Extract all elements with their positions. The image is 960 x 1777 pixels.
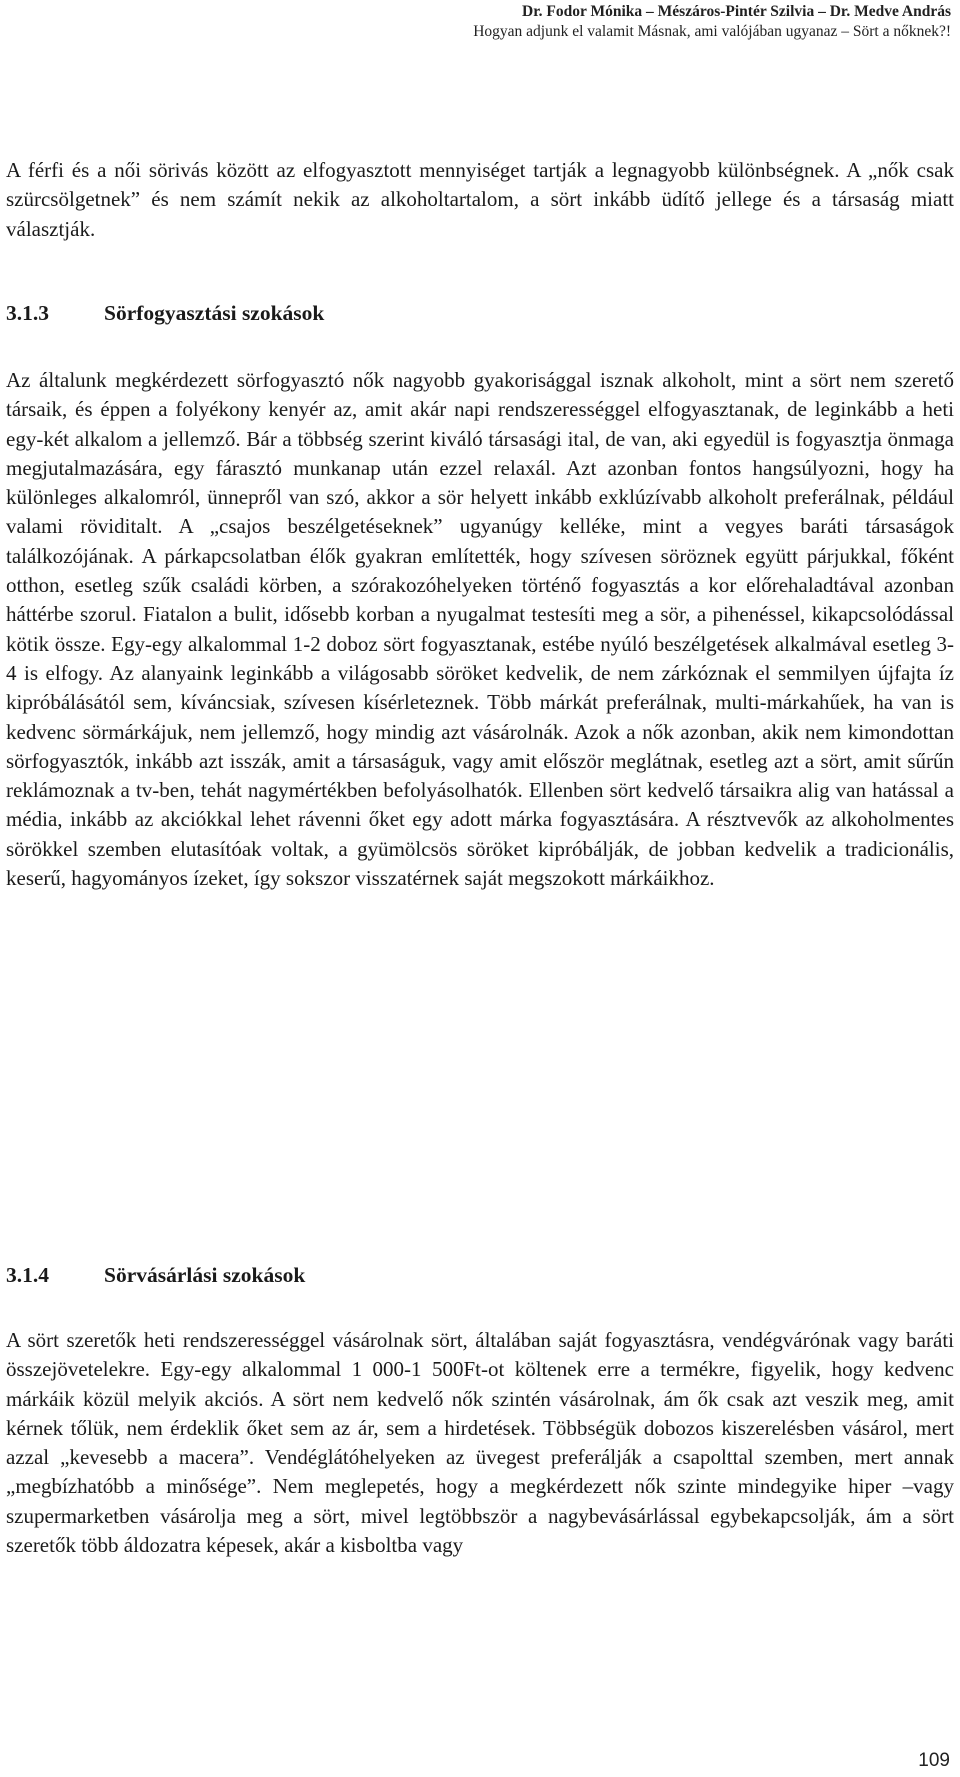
intro-paragraph: A férfi és a női sörivás között az elfogyasztott mennyiséget tartják a legnagyobb különbségnek. A „nők csak szürcsölgetnek” és nem számít nekik az alkoholtartalom, a sört inkább üdítő jellege és a társaság miatt választják. (6, 158, 954, 241)
page-number: 109 (918, 1750, 950, 1771)
running-header (11, 2, 951, 42)
section-3-1-3-paragraph: Az általunk megkérdezett sörfogyasztó nők nagyobb gyakorisággal isznak alkoholt, mint a sört nem szerető társaik, és éppen a folyékony kenyér az, amit akár napi rendszerességgel elfogyasztanak, de leginkább a heti egy-két alkalom a jellemző. Bár a többség szerint kiváló társasági ital, de van, aki egyedül is fogyasztja önmaga megjutalmazására, egy fárasztó munkanap után ezzel relaxál. Azt azonban fontos hangsúlyozni, hogy ha különleges alkalomról, ünnepről van szó, akkor a sör helyett inkább exklúzívabb alkoholt preferálnak, például valami röviditalt. A „csajos beszélgetéseknek” ugyanúgy kelléke, mint a vegyes baráti társaságok találkozójának. A párkapcsolatban élők gyakran említették, hogy szívesen söröznek együtt párjukkal, főként otthon, esetleg szűk családi körben, a szórakozóhelyeken történő fogyasztás a kor előrehaladtával azonban háttérbe szorul. Fiatalon a bulit, idősebb korban a nyugalmat testesíti meg a sör, a pihenéssel, kikapcsolódással kötik össze. Egy-egy alkalommal 1-2 doboz sört fogyasztanak, estébe nyúló beszélgetések alkalmával esetleg 3-4 is elfogy. Az alanyaink leginkább a világosabb söröket kedvelik, de nem zárkóznak el semmilyen újfajta íz kipróbálásától sem, kíváncsiak, szívesen kísérleteznek. Több márkát preferálnak, multi-márkahűek, ha van is kedvenc sörmárkájuk, nem jellemző, hogy mindig azt vásárolnák. Azok a nők azonban, akik nem kimondottan sörfogyasztók, inkább azt isszák, amit a társaságuk, vagy amit először meglátnak, esetleg azt a sört, amit sűrűn reklámoznak a tv-ben, tehát nagymértékben befolyásolhatók. Ellenben sört kedvelő társaikra alig van hatással a média, inkább az akciókkal lehet rávenni őket egy adott márka fogyasztására. A résztvevők az alkoholmentes sörökkel szemben elutasítóak voltak, a gyümölcsös söröket kipróbálják, de jobban kedvelik a tradicionális, keserű, hagyományos ízeket, így sokszor visszatérnek saját megszokott márkáikhoz. (6, 368, 954, 891)
header-title: Hogyan adjunk el valamit Másnak, ami valójában ugyanaz – Sört a nőknek?! (473, 23, 951, 40)
section-title: Sörvásárlási szokások (104, 1263, 306, 1287)
header-authors: Dr. Fodor Mónika – Mészáros-Pintér Szilvia – Dr. Medve András (522, 3, 951, 20)
section-number: 3.1.3 (6, 301, 49, 325)
section-number: 3.1.4 (6, 1263, 49, 1287)
section-3-1-4-paragraph: A sört szeretők heti rendszerességgel vásárolnak sört, általában saját fogyasztásra, vendégvárónak vagy baráti összejövetelekre. Egy-egy alkalommal 1 000-1 500Ft-ot költenek erre a termékre, figyelik, hogy kedvenc márkáik közül melyik akciós. A sört nem kedvelő nők szintén vásárolnak, ám ők csak azt veszik meg, amit kérnek tőlük, nem érdeklik őket sem az ár, sem a hirdetések. Többségük dobozos kiszerelésben vásárol, mert azzal „kevesebb a macera”. Vendéglátóhelyeken az üvegest preferálják a csapolttal szemben, mert annak „megbízhatóbb a minősége”. Nem meglepetés, hogy a megkérdezett nők szinte mindegyike hiper –vagy szupermarketben vásárolja meg a sört, mivel legtöbbször a nagybevásárlással egybekapcsolják, ám a sört szeretők több áldozatra képesek, akár a kisboltba vagy (6, 1328, 954, 1558)
section-heading-3-1-3 (6, 298, 324, 328)
section-title: Sörfogyasztási szokások (104, 301, 325, 325)
section-heading-3-1-4 (6, 1260, 305, 1290)
